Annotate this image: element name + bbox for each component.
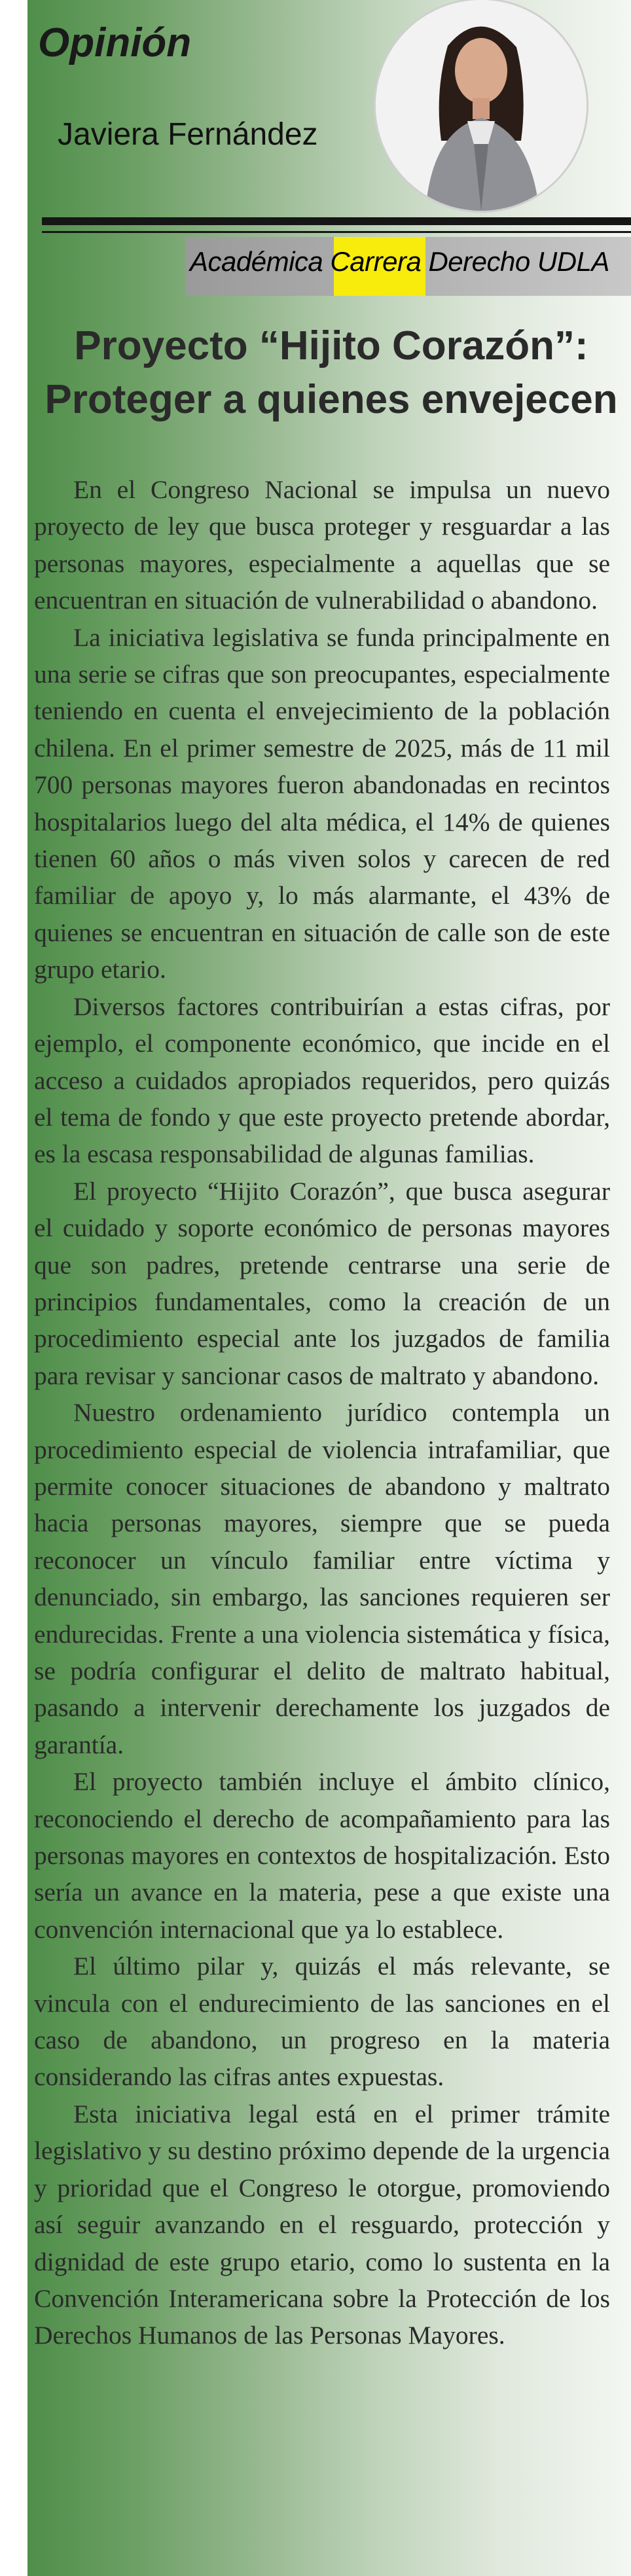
author-name: Javiera Fernández: [58, 117, 318, 152]
paragraph: El último pilar y, quizás el más relevante, se vincula con el endurecimiento de las sanciones en el caso de abandono, un progreso en la materia considerando las cifras antes expuestas.: [34, 1952, 610, 2092]
headline-line-2: Proteger a quienes envejecen: [45, 377, 618, 422]
header-rule-thin: [42, 231, 631, 233]
paragraph: El proyecto “Hijito Corazón”, que busca asegurar el cuidado y soporte económico de personas mayores que son padres, pretende centrarse una serie de principios fundamentales, como la creación de un procedimiento especial ante los juzgados de familia para revisar y sancionar casos de maltrato y abandono.: [34, 1176, 610, 1390]
paragraph: Nuestro ordenamiento jurídico contempla un procedimiento especial de violencia intrafamiliar, que permite conocer situaciones de abandono y maltrato hacia personas mayores, siempre que se pueda reconocer un vínculo familiar entre víctima y denunciado, sin embargo, las sanciones requieren ser endurecidas. Frente a una violencia sistemática y física, se podría configurar el delito de maltrato habitual, pasando a intervenir derechamente los juzgados de garantía.: [34, 1398, 610, 1759]
section-label: Opinión: [38, 20, 192, 65]
author-portrait-image: [376, 0, 586, 211]
author-photo: [376, 0, 586, 211]
left-margin: [0, 0, 27, 2576]
paragraph: El proyecto también incluye el ámbito clínico, reconociendo el derecho de acompañamiento para las personas mayores en contextos de hospitalización. Esto sería un avance en la materia, pese a que existe una convención internacional que ya lo establece.: [34, 1767, 610, 1944]
article-body: [34, 471, 610, 2354]
headline-line-1: Proyecto “Hijito Corazón”:: [74, 323, 588, 368]
paragraph: Diversos factores contribuirían a estas cifras, por ejemplo, el componente económico, que incide en el acceso a cuidados apropiados requeridos, pero quizás el tema de fondo y que este proyecto pretende abordar, es la escasa responsabilidad de algunas familias.: [34, 992, 610, 1169]
affiliation-banner: [186, 237, 631, 296]
affiliation-text: Académica Carrera Derecho UDLA: [190, 246, 609, 277]
paragraph: En el Congreso Nacional se impulsa un nuevo proyecto de ley que busca proteger y resguardar a las personas mayores, especialmente a aquellas que se encuentran en situación de vulnerabilidad o abandono.: [34, 475, 610, 615]
header-rule-thick: [42, 217, 631, 225]
paragraph: La iniciativa legislativa se funda principalmente en una serie se cifras que son preocupantes, especialmente teniendo en cuenta el envejecimiento de la población chilena. En el primer semestre de 2025, más de 11 mil 700 personas mayores fueron abandonadas en recintos hospitalarios luego del alta médica, el 14% de quienes tienen 60 años o más viven solos y carecen de red familiar de apoyo y, lo más alarmante, el 43% de quienes se encuentran en situación de calle son de este grupo etario.: [34, 622, 610, 984]
article-headline: [31, 319, 631, 427]
paragraph: Esta iniciativa legal está en el primer trámite legislativo y su destino próximo depende de la urgencia y prioridad que el Congreso le otorgue, promoviendo así seguir avanzando en el resguardo, protección y dignidad de este grupo etario, como lo sustenta en la Convención Interamericana sobre la Protección de los Derechos Humanos de las Personas Mayores.: [34, 2099, 610, 2350]
